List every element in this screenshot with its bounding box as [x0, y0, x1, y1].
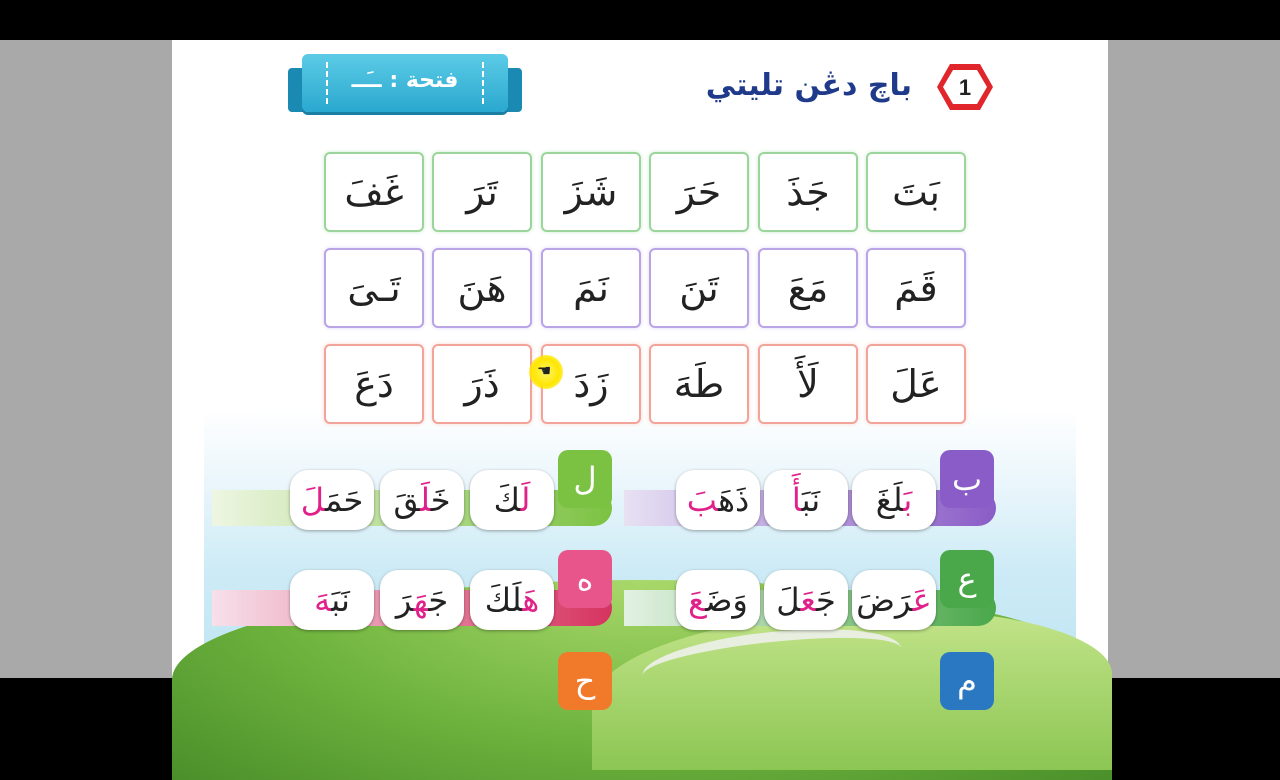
- banner-text: [302, 68, 508, 93]
- lesson-number: 1: [958, 75, 972, 100]
- word-text: حَمَلَ: [300, 481, 364, 519]
- word-card[interactable]: [380, 470, 464, 530]
- word-group-ba: [624, 450, 996, 526]
- letter-tab-ha[interactable]: ه: [558, 550, 612, 608]
- syllable-card[interactable]: غَفَ: [324, 152, 424, 232]
- syllable-card[interactable]: جَذَ: [758, 152, 858, 232]
- banner-separator: :: [389, 68, 399, 93]
- word-card[interactable]: [290, 470, 374, 530]
- word-text: جَهَرَ: [395, 581, 449, 619]
- hand-cursor-icon: ☚: [537, 361, 552, 380]
- letter-tab-partial-left[interactable]: ح: [558, 652, 612, 710]
- lesson-title: باچ دڠن تليتي: [705, 68, 912, 103]
- word-card[interactable]: [290, 570, 374, 630]
- syllable-card[interactable]: دَعَ: [324, 344, 424, 424]
- word-text: ذَهَبَ: [686, 481, 750, 519]
- word-text: نَبَهَ: [314, 581, 350, 619]
- syllable-card[interactable]: عَلَ: [866, 344, 966, 424]
- word-card[interactable]: [380, 570, 464, 630]
- syllable-card[interactable]: نَمَ: [541, 248, 641, 328]
- syllable-card[interactable]: حَرَ: [649, 152, 749, 232]
- word-text: وَضَعَ: [688, 581, 748, 619]
- word-text: جَعَلَ: [776, 581, 836, 619]
- syllable-card[interactable]: طَهَ: [649, 344, 749, 424]
- word-group-ain: [624, 550, 996, 626]
- syllable-card[interactable]: لَأَ: [758, 344, 858, 424]
- word-text: بَلَغَ: [875, 481, 913, 519]
- word-text: عَرَضَ: [856, 581, 932, 619]
- word-text: نَبَأَ: [791, 481, 821, 519]
- word-card[interactable]: [676, 570, 760, 630]
- syllable-card[interactable]: هَنَ: [432, 248, 532, 328]
- word-group-lam: [212, 450, 612, 526]
- word-text: هَلَكَ: [484, 581, 540, 619]
- word-card[interactable]: [676, 470, 760, 530]
- word-card[interactable]: [764, 470, 848, 530]
- document-viewer: [0, 40, 1280, 700]
- syllable-card[interactable]: ذَرَ: [432, 344, 532, 424]
- lesson-number-badge: [936, 62, 994, 112]
- word-card[interactable]: [470, 570, 554, 630]
- word-text: خَلَقَ: [393, 481, 451, 519]
- letter-tab-lam[interactable]: ل: [558, 450, 612, 508]
- word-card[interactable]: [470, 470, 554, 530]
- letter-tab-partial-right[interactable]: م: [940, 652, 994, 710]
- banner-body: [302, 54, 508, 112]
- word-group-ha: [212, 550, 612, 626]
- textbook-page: [172, 40, 1108, 700]
- word-card[interactable]: [852, 470, 936, 530]
- syllable-card[interactable]: تَرَ: [432, 152, 532, 232]
- word-card[interactable]: [764, 570, 848, 630]
- syllable-card[interactable]: قَمَ: [866, 248, 966, 328]
- syllable-card[interactable]: تَنَ: [649, 248, 749, 328]
- syllable-card[interactable]: مَعَ: [758, 248, 858, 328]
- syllable-card[interactable]: زَدَ: [541, 344, 641, 424]
- banner-mark: ــَــ: [351, 68, 382, 93]
- syllable-card[interactable]: شَزَ: [541, 152, 641, 232]
- syllable-card[interactable]: تَـىَ: [324, 248, 424, 328]
- mouse-cursor-highlight: [529, 355, 563, 389]
- word-text: لَكَ: [493, 481, 531, 519]
- letter-tab-ain[interactable]: ع: [940, 550, 994, 608]
- syllable-card[interactable]: بَتَ: [866, 152, 966, 232]
- banner-label: فتحة: [405, 68, 459, 93]
- fatha-banner: [288, 50, 522, 120]
- letter-tab-ba[interactable]: ب: [940, 450, 994, 508]
- word-card[interactable]: [852, 570, 936, 630]
